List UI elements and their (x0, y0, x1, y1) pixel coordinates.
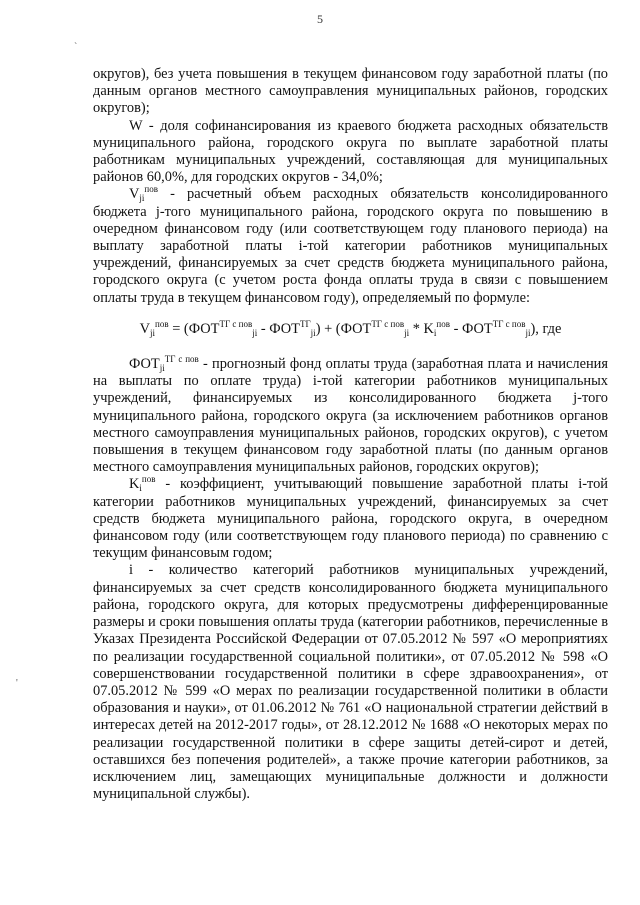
symbol-v-sub: ji (139, 193, 145, 204)
formula-t4-mid: - ФОТ (449, 320, 493, 337)
formula-eq: = (ФОТ (168, 320, 220, 337)
formula-v: V (139, 320, 151, 337)
symbol-k: K (129, 476, 140, 493)
document-body (93, 66, 608, 803)
formula (93, 318, 608, 338)
page-number: 5 (317, 12, 323, 26)
paragraph-w-definition: W - доля софинансирования из краевого бюджета расходных обязательств муниципального района, городского округа по выплате заработной платы работникам муниципальных учреждений, составляющая для муниципальных районов 60,0%, для городских округов - 34,0%; (93, 117, 608, 186)
formula-t4-sup: ТГ с пов (492, 318, 526, 329)
symbol-fot: ФОТ (129, 356, 160, 373)
formula-t2-sub: ji (310, 327, 316, 338)
formula-tail: ), где (530, 320, 562, 337)
formula-t2-mid: ) + (ФОТ (315, 320, 372, 337)
paragraph-i-definition: i - количество категорий работников муниципальных учреждений, финансируемых за счет средств консолидированного бюджета муниципального района, городского округа, для которых предусмотрены дифференцированные размеры и сроки повышения оплаты труда (категории работников, перечисленные в Указах Президента Российской Федерации от 07.05.2012 № 597 «О мероприятиях по реализации государственной социальной политики», от 07.05.2012 № 598 «О совершенствовании государственной политики в сфере здравоохранения», от 07.05.2012 № 599 «О мерах по реализации государственной политики в области образования и науки», от 01.06.2012 № 761 «О национальной стратегии действий в интересах детей на 2012-2017 годы», от 28.12.2012 № 1688 «О некоторых мерах по реализации государственной политики в сфере защиты детей-сирот и детей, оставшихся без попечения родителей», а также прочие категории работников, за исключением лиц, замещающих муниципальные должности и должности муниципальной службы). (93, 562, 608, 803)
formula-v-sup: пов (155, 318, 169, 329)
paragraph-fot-definition (93, 356, 608, 476)
paragraph-fot-text: - прогнозный фонд оплаты труда (заработная плата и начисления на выплаты по оплате труда) i-той категории работников муниципальных учреждений, финансируемых из консолидированного бюджета j-того муниципального района, городского округа (за исключением работников органов местного самоуправления муниципальных районов, городских округов), с учетом повышения в текущем финансовом году заработной платы (по данным органов местного самоуправления муниципальных районов, городских округов); (93, 356, 608, 476)
paragraph-v-text: - расчетный объем расходных обязательств консолидированного бюджета j-того муниципального района, городского округа по повышению в очередном финансовом году (или соответствующем году планового периода) на выплату заработной платы i-той категории работников муниципальных учреждений, финансируемых за счет средств бюджета муниципального района, городского округа (с учетом роста фонда оплаты труда в связи с повышением оплаты труда в текущем финансовом году), определяемый по формуле: (93, 186, 608, 306)
symbol-k-sub: i (139, 483, 142, 494)
symbol-k-sup: пов (141, 474, 156, 485)
scan-mark-top: ` (74, 42, 78, 53)
formula-t4-sub: ji (525, 327, 531, 338)
formula-t3-sub: ji (404, 327, 410, 338)
symbol-v: V (129, 186, 140, 203)
formula-v-sub: ji (150, 327, 156, 338)
paragraph-k-text: - коэффициент, учитывающий повышение заработной платы i-той категории работников муниципальных учреждений, финансируемых за счет средств бюджета муниципального района, городского округа, в очередном финансовом году (или соответствующем году планового периода) по сравнению с текущим финансовым годом; (93, 476, 608, 562)
paragraph-continuation: округов), без учета повышения в текущем финансовом году заработной платы (по данным органов местного самоуправления муниципальных районов, городских округов); (93, 66, 608, 117)
symbol-fot-sup: ТГ с пов (164, 354, 199, 365)
formula-t1-sup: ТГ с пов (219, 318, 253, 329)
symbol-v-sup: пов (144, 184, 158, 195)
symbol-fot-sub: ji (159, 363, 165, 374)
formula-k-sup: пов (436, 318, 450, 329)
scan-mark-left: ' (16, 678, 18, 689)
formula-k-sub: i (433, 327, 437, 338)
paragraph-v-definition (93, 186, 608, 306)
formula-t1-mid: - ФОТ (257, 320, 300, 337)
formula-t2-sup: ТГ (299, 318, 311, 329)
formula-t3-mid: * K (409, 320, 434, 337)
formula-t3-sup: ТГ с пов (371, 318, 405, 329)
formula-t1-sub: ji (252, 327, 258, 338)
paragraph-k-definition (93, 476, 608, 562)
